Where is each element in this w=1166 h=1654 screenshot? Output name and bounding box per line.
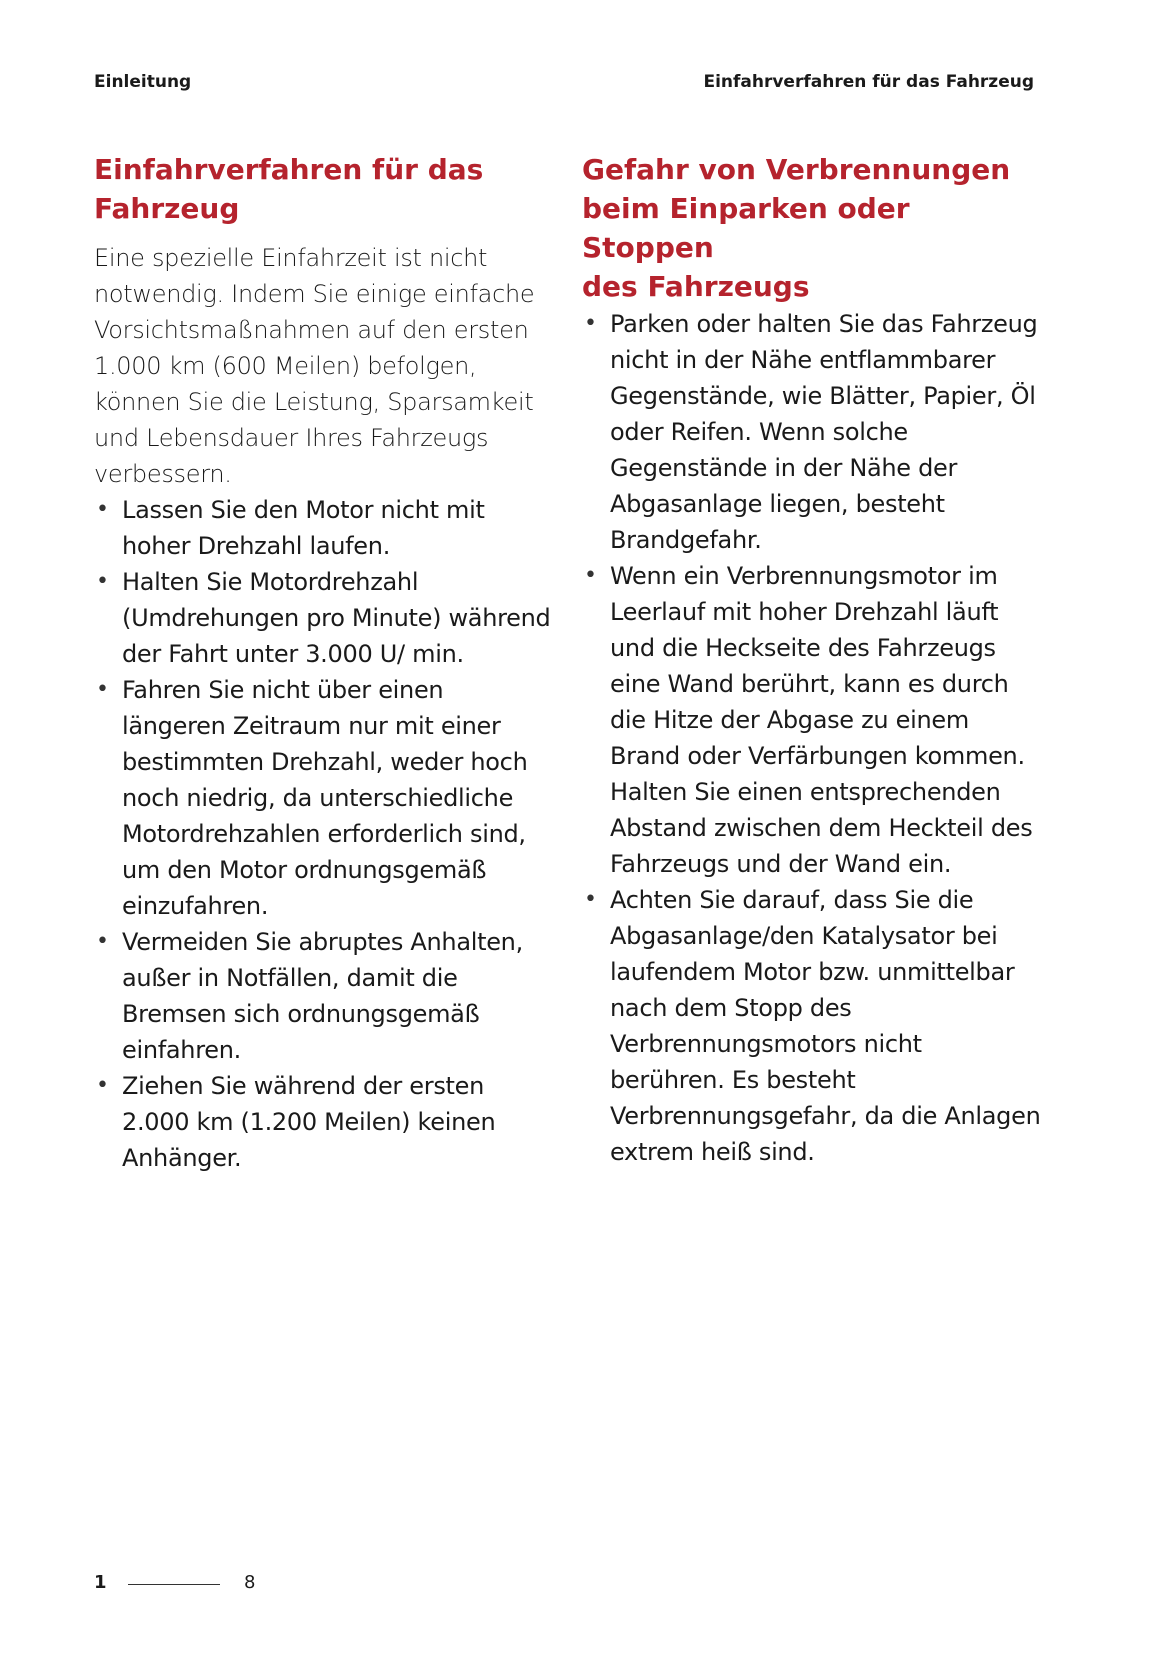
list-item-text: Lassen Sie den Motor nicht mit hoher Drehzahl laufen. (122, 496, 485, 560)
bullet-icon: • (584, 563, 597, 588)
title-line: beim Einparken oder Stoppen (582, 192, 910, 264)
bullet-icon: • (96, 677, 109, 702)
title-line: Einfahrverfahren für das (94, 153, 484, 186)
bullet-icon: • (96, 1073, 109, 1098)
bullet-icon: • (96, 569, 109, 594)
list-item-text: Parken oder halten Sie das Fahrzeug nicht in der Nähe entflammbarer Gegenstände, wie Blätter, Papier, Öl oder Reifen. Wenn solche Gegenstände in der Nähe der Abgasanlage liegen, besteht Brandgefahr. (610, 310, 1038, 554)
right-column (582, 150, 1042, 1170)
list-item (582, 882, 1042, 1170)
list-item (582, 558, 1042, 882)
title-line: Fahrzeug (94, 192, 240, 225)
intro-paragraph: Eine spezielle Einfahrzeit ist nicht notwendig. Indem Sie einige einfache Vorsichtsmaßnahmen auf den ersten 1.000 km (600 Meilen) befolgen, können Sie die Leistung, Sparsamkeit und Lebensdauer Ihres Fahrzeugs verbessern. (94, 244, 535, 488)
title-line: Gefahr von Verbrennungen (582, 153, 1011, 186)
list-item-text: Fahren Sie nicht über einen längeren Zeitraum nur mit einer bestimmten Drehzahl, weder hoch noch niedrig, da unterschiedliche Motordrehzahlen erforderlich sind, um den Motor ordnungsgemäß einzufahren. (122, 676, 528, 920)
list-item-text: Halten Sie Motordrehzahl (Umdrehungen pro Minute) während der Fahrt unter 3.000 U/ min. (122, 568, 551, 668)
title-line: des Fahrzeugs (582, 270, 810, 303)
list-item (582, 306, 1042, 558)
bullet-icon: • (584, 887, 597, 912)
footer-divider (128, 1584, 220, 1585)
burn-hazard-bullet-list (582, 306, 1042, 1170)
list-item-text: Vermeiden Sie abruptes Anhalten, außer in Notfällen, damit die Bremsen sich ordnungsgemäß einfahren. (122, 928, 523, 1064)
list-item-text: Wenn ein Verbrennungsmotor im Leerlauf mit hoher Drehzahl läuft und die Heckseite des Fahrzeugs eine Wand berührt, kann es durch die Hitze der Abgase zu einem Brand oder Verfärbungen kommen. Halten Sie einen entsprechenden Abstand zwischen dem Heckteil des Fahrzeugs und der Wand ein. (610, 562, 1033, 878)
break-in-bullet-list (94, 492, 552, 1176)
left-column (94, 150, 552, 1176)
bullet-icon: • (584, 311, 597, 336)
list-item (94, 564, 552, 672)
section-title-burn-hazard (582, 150, 1042, 306)
list-item (94, 924, 552, 1068)
bullet-icon: • (96, 497, 109, 522)
chapter-number: 1 (94, 1572, 107, 1593)
bullet-icon: • (96, 929, 109, 954)
list-item (94, 492, 552, 564)
list-item-text: Ziehen Sie während der ersten 2.000 km (1.200 Meilen) keinen Anhänger. (122, 1072, 496, 1172)
running-head-chapter: Einleitung (94, 72, 192, 92)
list-item (94, 672, 552, 924)
list-item-text: Achten Sie darauf, dass Sie die Abgasanlage/den Katalysator bei laufendem Motor bzw. unmittelbar nach dem Stopp des Verbrennungsmotors nicht berühren. Es besteht Verbrennungsgefahr, da die Anlagen extrem heiß sind. (610, 886, 1041, 1166)
page-number: 8 (244, 1572, 256, 1593)
running-head-section: Einfahrverfahren für das Fahrzeug (703, 72, 1034, 92)
list-item (94, 1068, 552, 1176)
section-title-break-in (94, 150, 552, 228)
